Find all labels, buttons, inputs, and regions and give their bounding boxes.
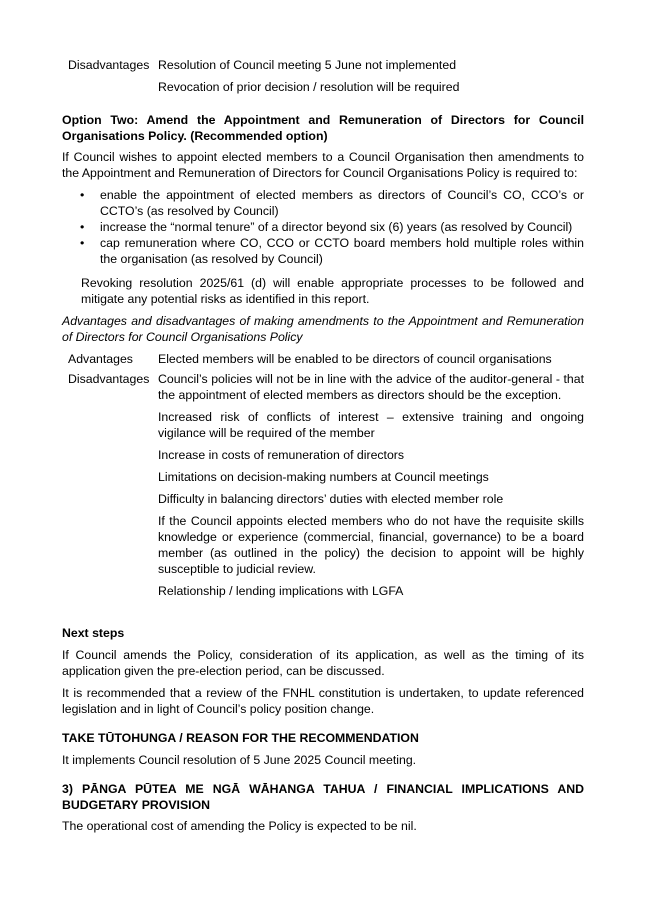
financial-heading: 3) PĀNGA PŪTEA ME NGĀ WĀHANGA TAHUA / FINANCIAL IMPLICATIONS AND BUDGETARY PROVISION [62,782,584,812]
top-disadvantage-item: Resolution of Council meeting 5 June not implemented [158,58,457,72]
list-item: • cap remuneration where CO, CCO or CCTO board members hold multiple roles within the organisation (as resolved by Council) [80,236,584,266]
disadvantage-item: Relationship / lending implications with LGFA [158,584,404,598]
top-disadvantages-label: Disadvantages [68,58,150,72]
disadvantages-row [62,371,584,599]
disadvantage-item: Limitations on decision-making numbers at Council meetings [158,470,489,484]
disadvantage-item: Council’s policies will not be in line with the advice of the auditor-general - that the appointment of elected members as directors should be the exception. [158,372,584,402]
revoking-paragraph: Revoking resolution 2025/61 (d) will enable appropriate processes to be followed and mitigate any potential risks as identified in this report. [81,276,584,306]
disadvantage-item: Difficulty in balancing directors’ duties with elected member role [158,492,504,506]
bullet-text: enable the appointment of elected members as directors of Council’s CO, CCO’s or CCTO’s (as resolved by Council) [100,188,584,218]
disadvantages-label: Disadvantages [68,372,150,386]
top-disadvantage-item: Revocation of prior decision / resolution will be required [158,80,460,94]
top-disadvantages-row [62,57,584,95]
next-steps-heading: Next steps [62,626,125,640]
next-steps-paragraph-1: If Council amends the Policy, consideration of its application, as well as the timing of its application given the pre-election period, can be discussed. [62,648,584,678]
next-steps-paragraph-2: It is recommended that a review of the FNHL constitution is undertaken, to update referenced legislation and in light of Council’s policy position change. [62,686,584,716]
reason-heading: TAKE TŪTOHUNGA / REASON FOR THE RECOMMENDATION [62,731,419,745]
option-two-heading: Option Two: Amend the Appointment and Remuneration of Directors for Council Organisations Policy. (Recommended option) [62,113,584,143]
bullet-text: increase the “normal tenure” of a director beyond six (6) years (as resolved by Council) [100,220,573,234]
advantages-value: Elected members will be enabled to be directors of council organisations [158,352,552,366]
list-item: • enable the appointment of elected members as directors of Council’s CO, CCO’s or CCTO’s (as resolved by Council) [80,188,584,218]
list-item: • increase the “normal tenure” of a director beyond six (6) years (as resolved by Council) [80,220,573,234]
advantages-row [62,351,584,367]
disadvantage-item: If the Council appoints elected members who do not have the requisite skills knowledge or experience (commercial, financial, governance) to be a board member (as outlined in the policy) the decision to appoint will be highly susceptible to judicial review. [158,514,584,576]
disadvantage-item: Increased risk of conflicts of interest – extensive training and ongoing vigilance will be required of the member [158,410,584,440]
option-two-intro: If Council wishes to appoint elected members to a Council Organisation then amendments to the Appointment and Remuneration of Directors for Council Organisations Policy is required to: [62,150,584,180]
reason-text: It implements Council resolution of 5 June 2025 Council meeting. [62,753,417,767]
disadvantage-item: Increase in costs of remuneration of directors [158,448,405,462]
top-disadvantages-values [158,57,584,95]
bullet-text: cap remuneration where CO, CCO or CCTO board members hold multiple roles within the organisation (as resolved by Council) [100,236,584,266]
financial-text: The operational cost of amending the Policy is expected to be nil. [62,819,417,833]
disadvantages-values [158,371,584,599]
adv-disadv-subheading: Advantages and disadvantages of making amendments to the Appointment and Remuneration of Directors for Council Organisations Policy [62,314,584,344]
document-page [62,57,584,834]
advantages-label: Advantages [68,352,133,366]
option-two-bullet-list [62,187,584,267]
